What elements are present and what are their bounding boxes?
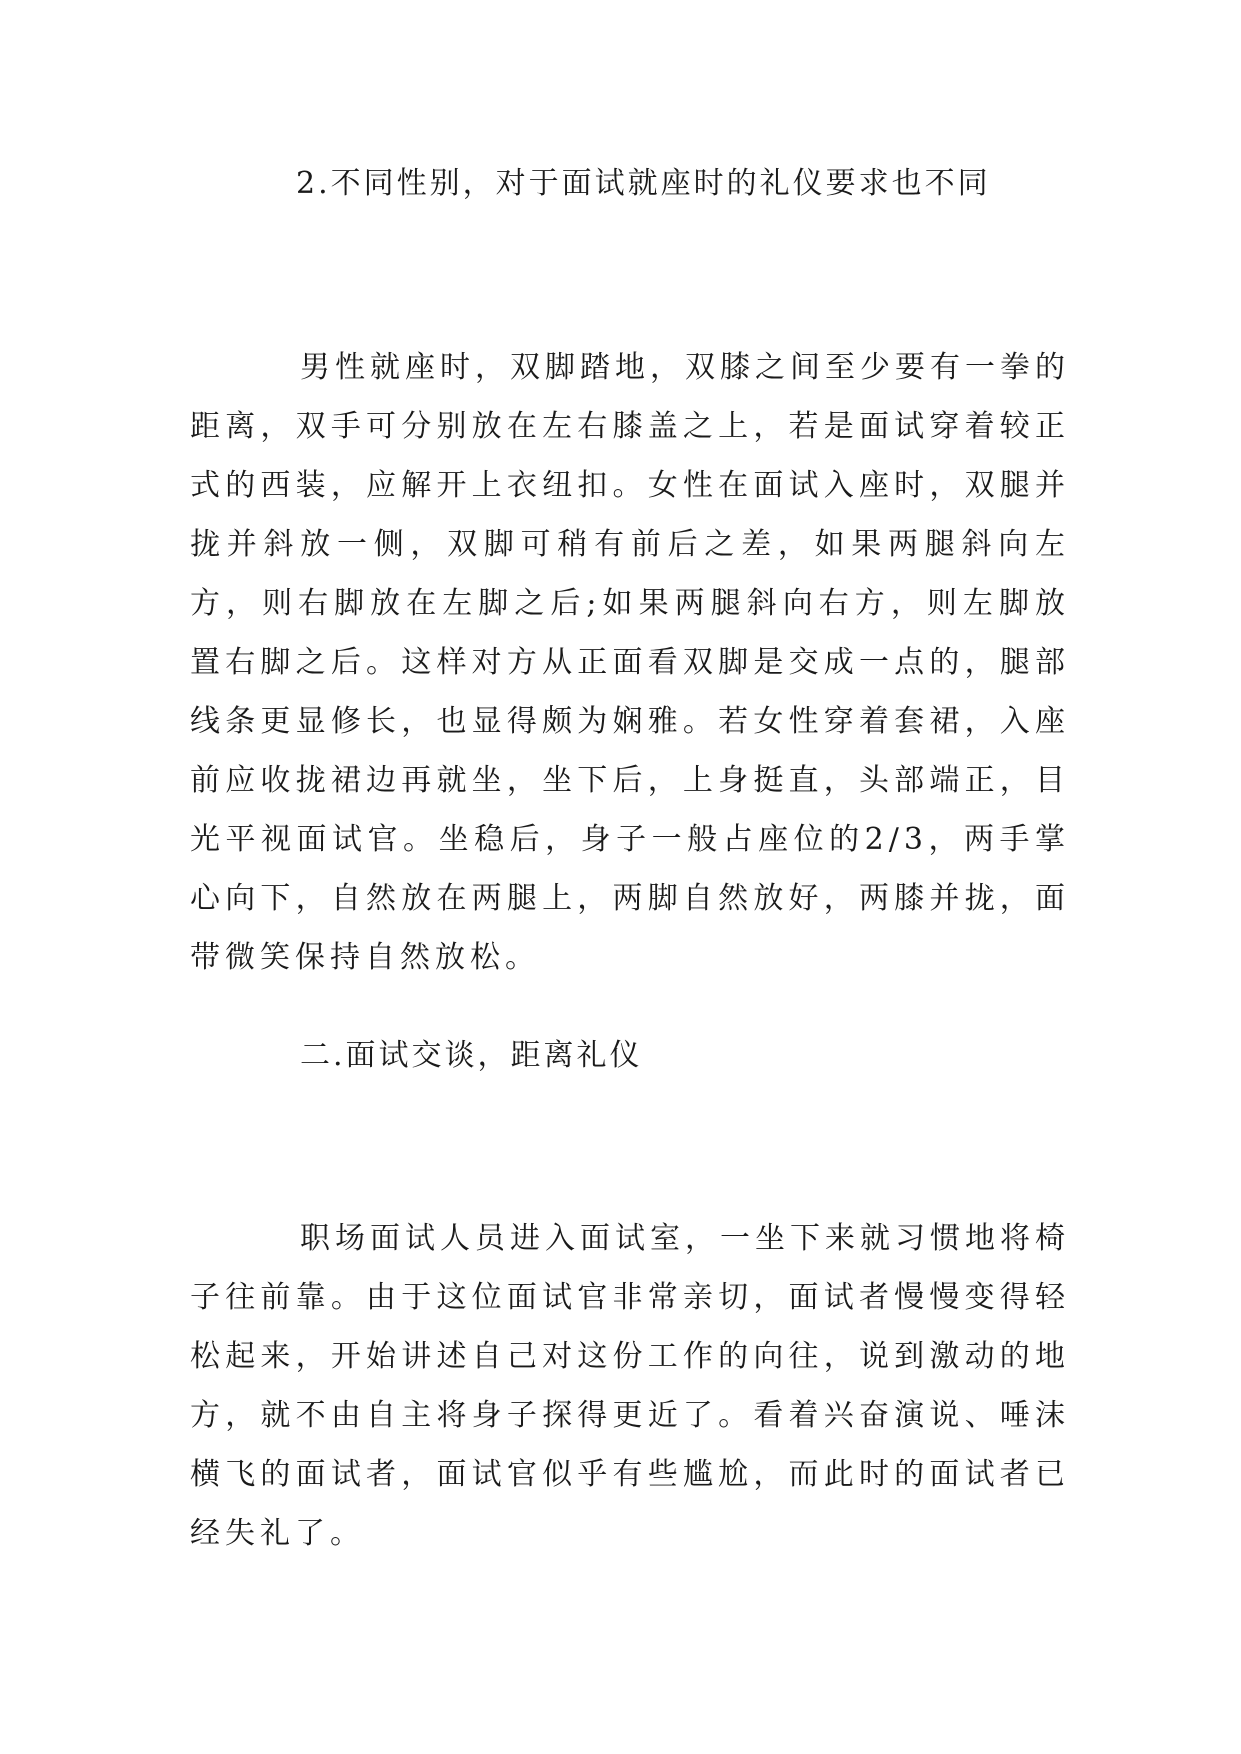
paragraph-seating-etiquette: 男性就座时，双脚踏地，双膝之间至少要有一拳的距离，双手可分别放在左右膝盖之上，若是面试穿着较正式的西装，应解开上衣纽扣。女性在面试入座时，双腿并拢并斜放一侧，双脚可稍有前后之差，如果两腿斜向左方，则右脚放在左脚之后;如果两腿斜向右方，则左脚放置右脚之后。这样对方从正面看双脚是交成一点的，腿部线条更显修长，也显得颇为娴雅。若女性穿着套裙，入座前应收拢裙边再就坐，坐下后，上身挺直，头部端正，目光平视面试官。坐稳后，身子一般占座位的2/3，两手掌心向下，自然放在两腿上，两脚自然放好，两膝并拢，面带微笑保持自然放松。 [190, 350, 1070, 975]
section-heading-gender-etiquette: 2.不同性别，对于面试就座时的礼仪要求也不同 [296, 166, 991, 201]
paragraph-conversation-distance: 职场面试人员进入面试室，一坐下来就习惯地将椅子往前靠。由于这位面试官非常亲切，面试者慢慢变得轻松起来，开始讲述自己对这份工作的向往，说到激动的地方，就不由自主将身子探得更近了。看着兴奋演说、唾沫横飞的面试者，面试官似乎有些尴尬，而此时的面试者已经失礼了。 [190, 1221, 1070, 1551]
section-heading-distance-etiquette: 二.面试交谈，距离礼仪 [300, 1038, 643, 1073]
